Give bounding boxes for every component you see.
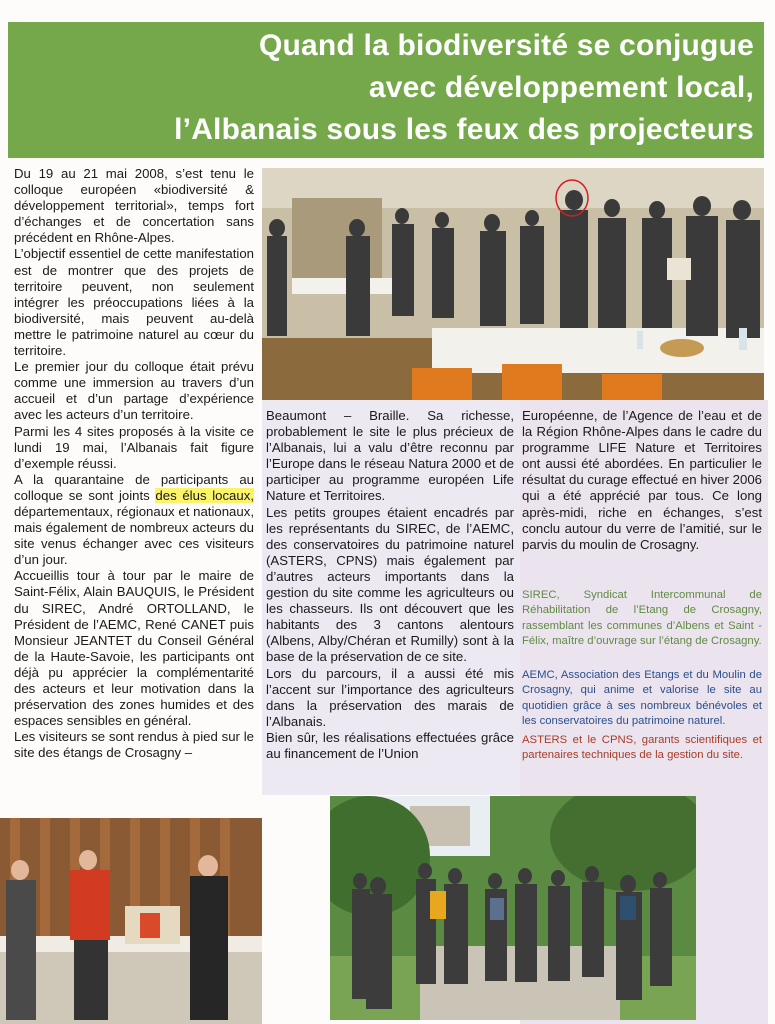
paragraph: Parmi les 4 sites proposés à la visite ce lundi 19 mai, l’Albanais fait figure d’exemple réussi.: [14, 423, 254, 471]
speakers-photo: [0, 818, 262, 1024]
paragraph: Européenne, de l’Agence de l’eau et de la Région Rhône-Alpes dans le cadre du programme LIFE Nature et Territoires ont aussi été abordées. En particulier le résultat du curage effectué en hiver 2006 qui a été apprécié par tous. Ce long après-midi, riche en échanges, s’est conclu autour du verre de l’amitié, sur le parvis du moulin de Crosagny.: [522, 408, 762, 552]
paragraph: Le premier jour du colloque était prévu comme une immersion au travers d’un accueil et d’un partage d’expérience avec les acteurs d’un territoire.: [14, 359, 254, 423]
paragraph: [14, 472, 254, 569]
paragraph: Du 19 au 21 mai 2008, s’est tenu le colloque européen «biodiversité & développement territorial», temps fort d’échanges et de concertation sans précédent en Rhône-Alpes.: [14, 166, 254, 246]
text-span: départementaux, régionaux et nationaux, mais également de nombreux acteurs du site venus échanger avec ces visiteurs d’un jour.: [14, 503, 254, 568]
paragraph: Beaumont – Braille. Sa richesse, probablement le site le plus précieux de l’Albanais, lui a valu d’être reconnu par l’Europe dans le réseau Natura 2000 et de participer au programme européen Life Nature et Territoires.: [266, 408, 514, 504]
highlighted-text: des élus locaux,: [155, 487, 254, 503]
paragraph: Les petits groupes étaient encadrés par les représentants du SIREC, de l’AEMC, des conservatoires du patrimoine naturel (ASTERS, CPNS) mais également par d’autres acteurs importants dans la gestion du site comme les agriculteurs ou les chasseurs. Ils ont découvert que les habitants des 3 cantons alentours (Albens, Alby/Chéran et Rumilly) sont à la base de la préservation de ce site.: [266, 504, 514, 665]
title-banner: [8, 22, 764, 158]
title-line-2: avec développement local,: [368, 71, 754, 104]
article-column-3: [522, 408, 762, 553]
paragraph: Bien sûr, les réalisations effectuées grâce au financement de l’Union: [266, 729, 514, 761]
sirec-note: SIREC, Syndicat Intercommunal de Réhabilitation de l’Etang de Crosagny, rassemblant les communes d’Albens et Saint - Félix, maître d’ouvrage sur l’étang de Crosagny.: [522, 589, 762, 648]
title-line-1: Quand la biodiversité se conjugue: [258, 29, 754, 62]
paragraph: L’objectif essentiel de cette manifestation est de montrer que des projets de territoire peuvent, non seulement intégrer les préoccupations liées à la biodiversité, mais peuvent au-delà mettre le patrimoine naturel au cœur du territoire.: [14, 246, 254, 359]
title-line-3: l’Albanais sous les feux des projecteurs: [174, 113, 754, 146]
paragraph: Accueillis tour à tour par le maire de Saint-Félix, Alain BAUQUIS, le Président du SIREC, André ORTOLLAND, le Président de l’AEMC, René CANET puis Monsieur JEANTET du Conseil Général de la Haute-Savoie, les participants ont déjà pu apprécier la complémentarité des acteurs et leur motivation dans la préservation des zones humides et des espaces sensibles en général.: [14, 568, 254, 729]
conference-room-photo: [262, 168, 764, 400]
article-column-1: [14, 166, 254, 761]
paragraph: Les visiteurs se sont rendus à pied sur le site des étangs de Crosagny –: [14, 729, 254, 761]
paragraph: Lors du parcours, il a aussi été mis l’accent sur l’importance des agriculteurs dans la préservation des marais de l’Albanais.: [266, 665, 514, 729]
text-span: A la quarantaine de participants au colloque se sont joints: [14, 471, 254, 503]
asters-note: ASTERS et le CPNS, garants scientifiques et partenaires techniques de la gestion du site.: [522, 734, 762, 762]
article-column-2: [266, 408, 514, 762]
outdoor-group-photo: [330, 796, 696, 1020]
aemc-note: AEMC, Association des Etangs et du Moulin de Crosagny, qui anime et valorise le site au quotidien grâce à ses nombreux bénévoles et les conservatoires du patrimoine naturel.: [522, 669, 762, 728]
